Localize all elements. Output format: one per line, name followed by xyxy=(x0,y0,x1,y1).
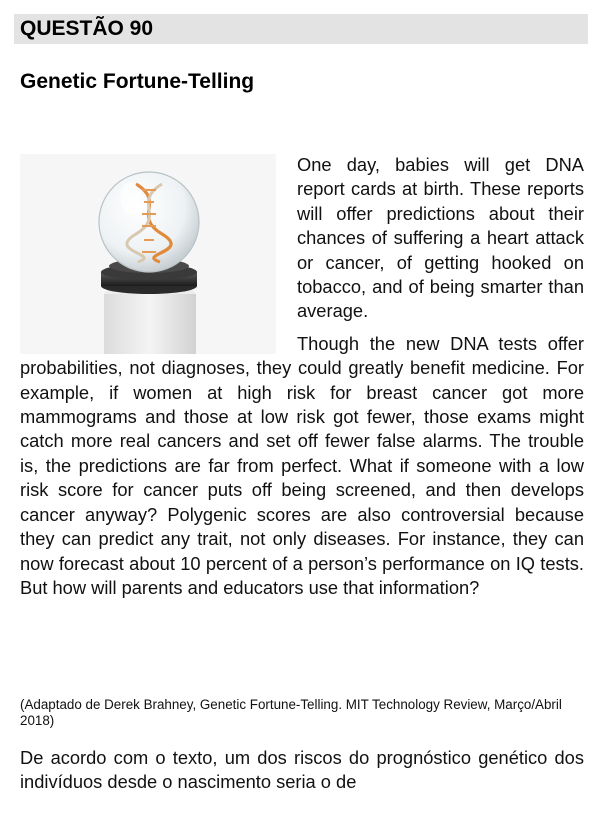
article-title: Genetic Fortune-Telling xyxy=(20,70,255,93)
paragraph-1-text: One day, babies will get DNA report cards at birth. These reports will offer predictions about their chances of suffering a heart attack or cancer, of getting hooked on tobacco, and of being smarter than average. xyxy=(297,154,584,322)
question-header xyxy=(14,14,588,44)
article-body xyxy=(20,153,584,600)
source-citation: (Adaptado de Derek Brahney, Genetic Fortune-Telling. MIT Technology Review, Março/Abril 2018) xyxy=(20,697,562,728)
question-number: QUESTÃO 90 xyxy=(20,17,154,40)
article-paragraph-2: Though the new DNA tests offer probabilities, not diagnoses, they could greatly benefit medicine. For example, if women at high risk for breast cancer got more mammograms and those at low risk got fewer, those exams might catch more real cancers and set off fewer false alarms. The trouble is, the predictions are far from perfect. What if someone with a low risk score for cancer puts off being screened, and then develops cancer anyway? Polygenic scores are also controversial because they can predict any trait, not only diseases. For instance, they can now forecast about 10 percent of a person’s performance on IQ tests. But how will parents and educators use that information? xyxy=(20,332,584,598)
article-paragraph-1 xyxy=(20,153,584,324)
question-prompt: De acordo com o texto, um dos riscos do prognóstico genético dos indivíduos desde o nascimento seria o de xyxy=(20,747,584,793)
dna-crystal-ball-icon xyxy=(20,154,276,354)
